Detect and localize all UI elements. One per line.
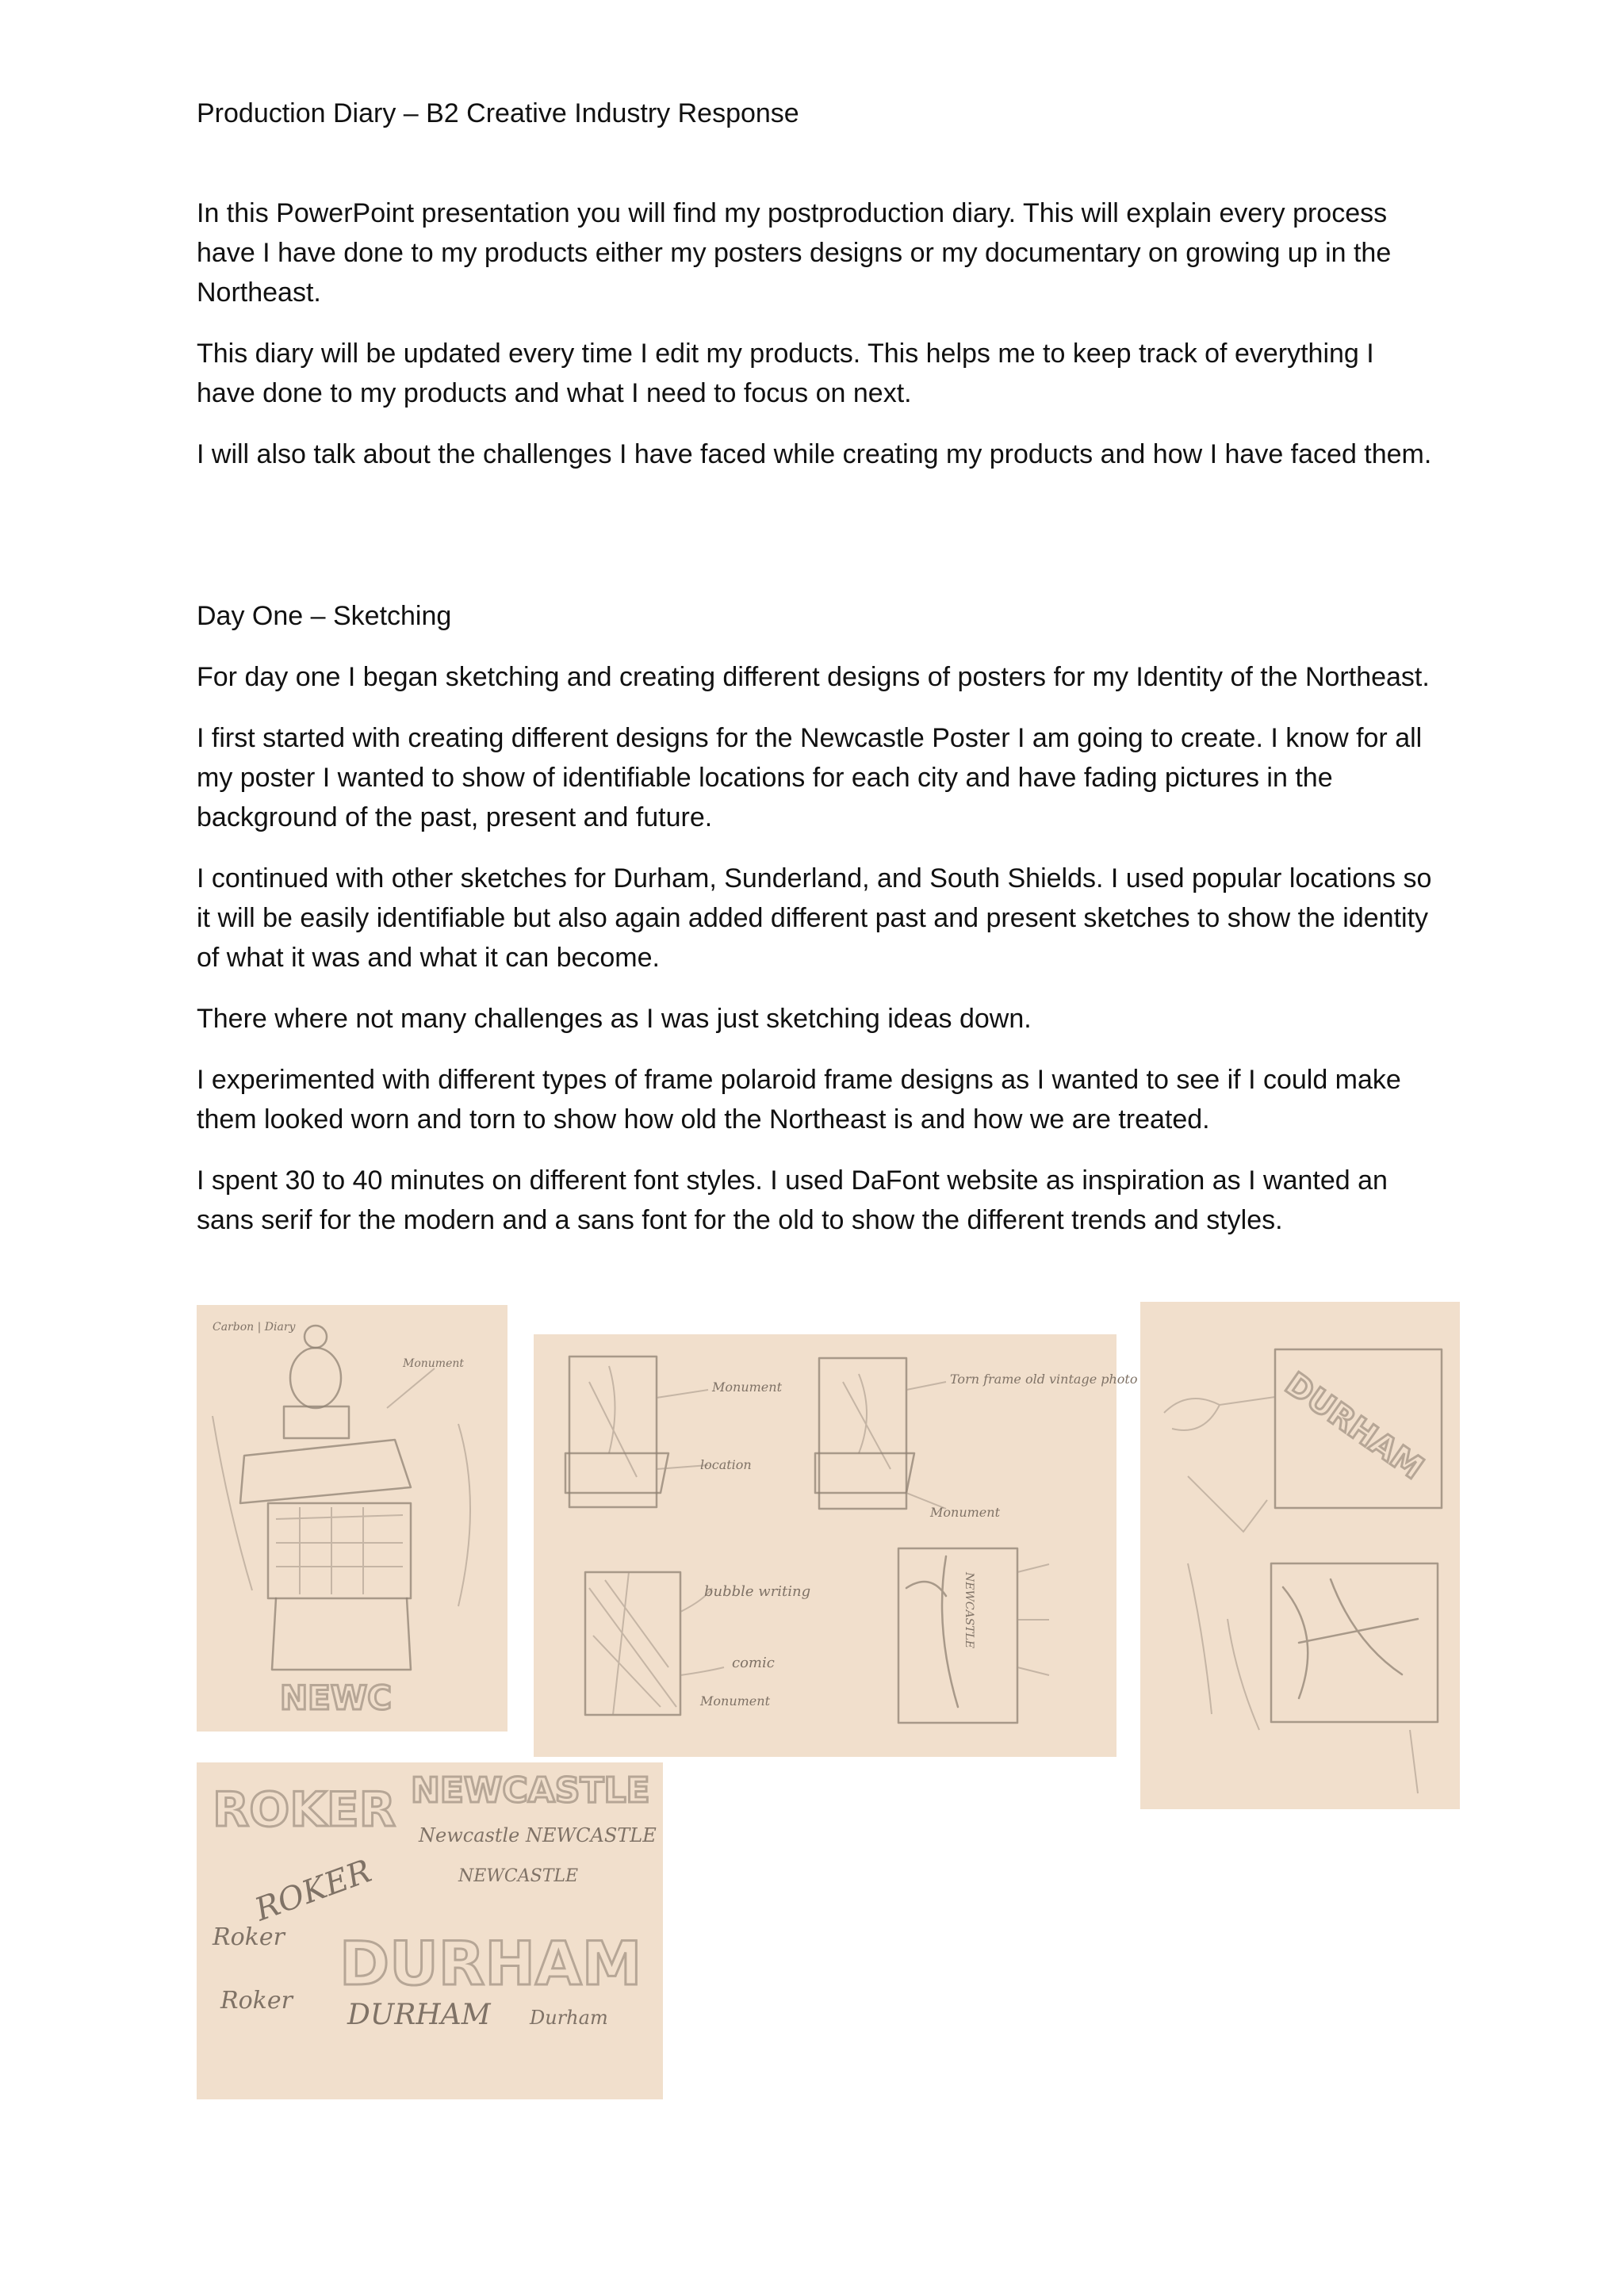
sketch-durham xyxy=(1140,1302,1460,1809)
sketch-label: Monument xyxy=(712,1380,782,1395)
day-one-section xyxy=(197,596,1434,1261)
sketch-label: NEWCASTLE xyxy=(458,1866,579,1886)
sketch-label: ROKER xyxy=(250,1853,377,1929)
sketch-label: DURHAM xyxy=(1278,1365,1431,1487)
body-paragraph: I continued with other sketches for Durham, Sunderland, and South Shields. I used popular locations so it will be easily identifiable but also again added different past and present sketches to show the identity of what it was and what it can become. xyxy=(197,863,1432,973)
sketch-label: Roker xyxy=(220,1987,293,2015)
sketch-label: Torn frame old vintage photo xyxy=(950,1372,1138,1387)
sketch-newcastle-layouts xyxy=(534,1334,1138,1757)
body-paragraph: For day one I began sketching and creating different designs of posters for my Identity of the Northeast. xyxy=(197,662,1430,692)
sketch-font-styles xyxy=(197,1762,663,2099)
intro-paragraph: In this PowerPoint presentation you will find my postproduction diary. This will explain every process have I have done to my products either my posters designs or my documentary on growing up in the Northeast. xyxy=(197,198,1392,308)
body-paragraph: I spent 30 to 40 minutes on different font styles. I used DaFont website as inspiration as I wanted an sans serif for the modern and a sans font for the old to show the different trends and styles. xyxy=(197,1165,1388,1235)
body-paragraph: There where not many challenges as I was just sketching ideas down. xyxy=(197,1004,1032,1034)
intro-paragraph: I will also talk about the challenges I have faced while creating my products and how I have faced them. xyxy=(197,439,1432,469)
sketch-label: Roker xyxy=(213,1923,285,1951)
sketch-label: NEWCASTLE xyxy=(411,1770,650,1811)
body-paragraph: I first started with creating different designs for the Newcastle Poster I am going to create. I know for all my poster I wanted to show of identifiable locations for each city and have fading pictures in the background of the past, present and future. xyxy=(197,723,1423,832)
sketch-label: NEWC xyxy=(280,1678,392,1717)
sketch-label: NEWCASTLE xyxy=(963,1572,975,1649)
body-paragraph: I experimented with different types of frame polaroid frame designs as I wanted to see if I could make them looked worn and torn to show how old the Northeast is and how we are treated. xyxy=(197,1065,1401,1135)
sketch-label: DURHAM xyxy=(347,1999,491,2031)
sketch-label: Durham xyxy=(530,2007,608,2029)
sketch-label: Monument xyxy=(930,1505,1000,1520)
intro-paragraph: This diary will be updated every time I edit my products. This helps me to keep track of everything I have done to my products and what I need to focus on next. xyxy=(197,339,1374,408)
sketch-label: bubble writing xyxy=(704,1583,811,1600)
section-heading: Day One – Sketching xyxy=(197,601,452,631)
intro-section xyxy=(197,193,1434,496)
sketch-label: comic xyxy=(732,1655,775,1671)
sketch-label: Monument xyxy=(403,1357,464,1370)
sketch-label: DURHAM xyxy=(339,1928,642,1999)
sketch-label: Monument xyxy=(700,1693,770,1709)
page-title: Production Diary – B2 Creative Industry Response xyxy=(197,98,799,128)
sketch-label: location xyxy=(700,1457,752,1472)
sketch-label: Carbon | Diary xyxy=(213,1321,296,1334)
sketch-newcastle-monument xyxy=(197,1305,508,1732)
sketch-label: Newcastle NEWCASTLE xyxy=(419,1824,657,1846)
sketch-label: ROKER xyxy=(213,1782,396,1838)
